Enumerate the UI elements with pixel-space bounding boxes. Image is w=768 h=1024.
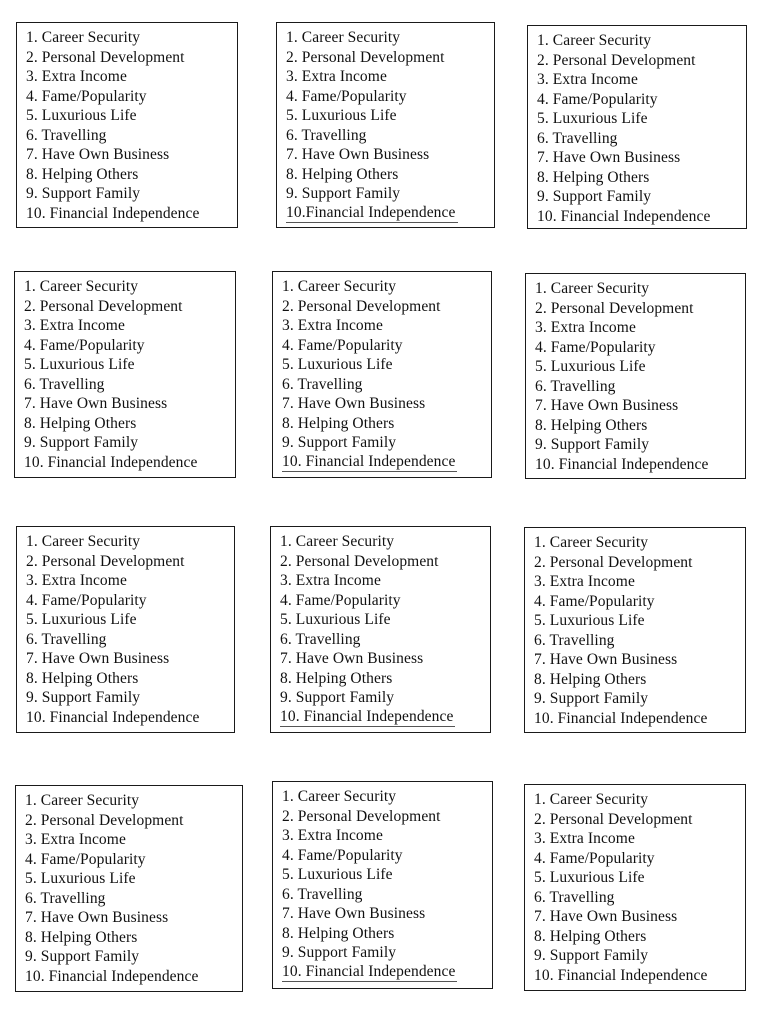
list-item-text: 3. Extra Income: [25, 831, 126, 848]
motivation-card: [524, 784, 746, 991]
list-item: [534, 829, 745, 849]
list-item: [26, 688, 234, 708]
list-item-text: 9. Support Family: [282, 434, 397, 451]
list-item: [280, 649, 490, 669]
list-item: [24, 375, 235, 395]
list-item: [24, 394, 235, 414]
list-item: [534, 631, 745, 651]
list-item-text: 5. Luxurious Life: [535, 358, 646, 375]
list-item-text: 3. Extra Income: [286, 68, 387, 85]
card-list: [26, 28, 237, 223]
list-item-text: 5. Luxurious Life: [282, 356, 393, 373]
list-item: [26, 67, 237, 87]
list-item: [280, 571, 490, 591]
list-item: [537, 129, 746, 149]
card-list: [286, 28, 494, 223]
list-item: [535, 279, 745, 299]
list-item: [280, 708, 490, 727]
list-item-text: 4. Fame/Popularity: [534, 849, 655, 867]
list-item: [26, 552, 234, 572]
list-item: [282, 414, 491, 434]
list-item-text: 4. Fame/Popularity: [25, 850, 146, 868]
list-item-text: 6. Travelling: [26, 630, 107, 648]
list-item: [534, 888, 745, 908]
list-item: [282, 943, 492, 963]
list-item: [25, 869, 242, 889]
list-item-text: 4. Fame/Popularity: [534, 592, 655, 610]
list-item-text: 7. Have Own Business: [286, 146, 430, 163]
motivation-card: [16, 22, 238, 228]
list-item-text: 6. Travelling: [282, 885, 363, 903]
list-item: [26, 145, 237, 165]
list-item: [537, 207, 746, 227]
list-item: [534, 572, 745, 592]
list-item: [537, 148, 746, 168]
list-item-text: 8. Helping Others: [534, 927, 647, 945]
list-item-text: 8. Helping Others: [26, 669, 139, 687]
list-item-text: 1. Career Security: [24, 278, 139, 295]
list-item-text: 8. Helping Others: [282, 414, 395, 432]
list-item: [535, 318, 745, 338]
card-list: [535, 279, 745, 474]
card-list: [282, 277, 491, 472]
list-item: [537, 168, 746, 188]
list-item: [537, 90, 746, 110]
list-item: [286, 145, 494, 165]
list-item: [24, 316, 235, 336]
motivation-card: [15, 785, 243, 992]
list-item: [534, 670, 745, 690]
list-item-text: 9. Support Family: [286, 185, 401, 202]
list-item: [534, 689, 745, 709]
list-item-text: 6. Travelling: [534, 631, 615, 649]
list-item-text: 2. Personal Development: [25, 811, 184, 829]
list-item-text: 7. Have Own Business: [534, 908, 678, 925]
list-item-text: 2. Personal Development: [26, 552, 185, 570]
list-item: [534, 790, 745, 810]
card-list: [280, 532, 490, 727]
motivation-card: [527, 25, 747, 229]
list-item: [24, 453, 235, 473]
list-item-text: 3. Extra Income: [26, 572, 127, 589]
list-item-text: 5. Luxurious Life: [534, 612, 645, 629]
list-item: [534, 849, 745, 869]
motivation-card: [272, 781, 493, 989]
list-item-text: 9. Support Family: [24, 434, 139, 451]
list-item-text: 4. Fame/Popularity: [282, 336, 403, 354]
list-item-text: 5. Luxurious Life: [282, 866, 393, 883]
list-item-text: 3. Extra Income: [24, 317, 125, 334]
list-item-text: 1. Career Security: [286, 29, 401, 46]
list-item: [24, 336, 235, 356]
list-item: [535, 357, 745, 377]
list-item: [282, 394, 491, 414]
list-item-text: 7. Have Own Business: [25, 909, 169, 926]
list-item-text: 9. Support Family: [534, 947, 649, 964]
list-item-text: 9. Support Family: [25, 948, 140, 965]
list-item-text: 4. Fame/Popularity: [280, 591, 401, 609]
list-item-text: 10.Financial Independence: [286, 203, 456, 221]
card-list: [534, 790, 745, 985]
list-item-text: 5. Luxurious Life: [24, 356, 135, 373]
list-item: [286, 87, 494, 107]
list-item-text: 7. Have Own Business: [534, 651, 678, 668]
list-item-text: 2. Personal Development: [280, 552, 439, 570]
list-item: [26, 610, 234, 630]
list-item: [535, 338, 745, 358]
list-item-text: 1. Career Security: [537, 32, 652, 49]
list-item: [535, 416, 745, 436]
list-item: [534, 810, 745, 830]
list-item-text: 6. Travelling: [26, 126, 107, 144]
list-item: [535, 377, 745, 397]
list-item-text: 4. Fame/Popularity: [537, 90, 658, 108]
list-item: [282, 433, 491, 453]
list-item-text: 7. Have Own Business: [535, 397, 679, 414]
list-item: [26, 126, 237, 146]
list-item: [280, 591, 490, 611]
list-item: [26, 87, 237, 107]
list-item: [26, 184, 237, 204]
list-item-text: 2. Personal Development: [534, 553, 693, 571]
list-item: [282, 865, 492, 885]
list-item: [535, 435, 745, 455]
list-item: [534, 907, 745, 927]
list-item-text: 3. Extra Income: [537, 71, 638, 88]
list-item: [280, 688, 490, 708]
list-item-text: 4. Fame/Popularity: [26, 591, 147, 609]
list-item-text: 1. Career Security: [534, 534, 649, 551]
list-item: [534, 592, 745, 612]
list-item: [535, 396, 745, 416]
list-item: [282, 297, 491, 317]
list-item-text: 3. Extra Income: [282, 827, 383, 844]
list-item-text: 6. Travelling: [25, 889, 106, 907]
list-item: [534, 709, 745, 729]
list-item-text: 4. Fame/Popularity: [24, 336, 145, 354]
list-item: [25, 889, 242, 909]
list-item: [534, 533, 745, 553]
list-item-text: 7. Have Own Business: [24, 395, 168, 412]
list-item: [26, 591, 234, 611]
list-item-text: 8. Helping Others: [535, 416, 648, 434]
list-item-text: 7. Have Own Business: [282, 395, 426, 412]
list-item-text: 6. Travelling: [535, 377, 616, 395]
list-item: [25, 791, 242, 811]
list-item: [26, 48, 237, 68]
list-item: [24, 277, 235, 297]
list-item-text: 1. Career Security: [25, 792, 140, 809]
list-item-text: 6. Travelling: [24, 375, 105, 393]
list-item-text: 6. Travelling: [282, 375, 363, 393]
list-item-text: 10. Financial Independence: [535, 455, 709, 473]
list-item-text: 7. Have Own Business: [282, 905, 426, 922]
list-item-text: 9. Support Family: [26, 689, 141, 706]
list-item-text: 2. Personal Development: [282, 807, 441, 825]
list-item-text: 4. Fame/Popularity: [535, 338, 656, 356]
list-item: [282, 453, 491, 472]
motivation-card: [525, 273, 746, 479]
list-item: [535, 455, 745, 475]
list-item: [282, 807, 492, 827]
list-item-text: 9. Support Family: [26, 185, 141, 202]
list-item: [286, 106, 494, 126]
list-item: [286, 28, 494, 48]
list-item: [26, 106, 237, 126]
list-item: [25, 811, 242, 831]
list-item-text: 2. Personal Development: [26, 48, 185, 66]
list-item: [25, 908, 242, 928]
list-item: [535, 299, 745, 319]
card-list: [25, 791, 242, 986]
card-list: [24, 277, 235, 472]
list-item: [286, 165, 494, 185]
list-item: [282, 963, 492, 982]
list-item: [286, 48, 494, 68]
list-item: [286, 204, 494, 223]
list-item-text: 10. Financial Independence: [25, 967, 199, 985]
list-item-text: 4. Fame/Popularity: [282, 846, 403, 864]
list-item: [282, 924, 492, 944]
list-item: [282, 826, 492, 846]
list-item-text: 2. Personal Development: [537, 51, 696, 69]
list-item-text: 8. Helping Others: [537, 168, 650, 186]
list-item: [280, 552, 490, 572]
list-item-text: 1. Career Security: [26, 29, 141, 46]
list-item-text: 5. Luxurious Life: [286, 107, 397, 124]
card-list: [282, 787, 492, 982]
list-item: [282, 787, 492, 807]
list-item-text: 10. Financial Independence: [24, 453, 198, 471]
list-item-text: 1. Career Security: [280, 533, 395, 550]
list-item: [25, 947, 242, 967]
list-item: [25, 928, 242, 948]
list-item-text: 5. Luxurious Life: [26, 107, 137, 124]
motivation-card: [14, 271, 236, 478]
list-item-text: 10. Financial Independence: [26, 708, 200, 726]
list-item-text: 5. Luxurious Life: [26, 611, 137, 628]
list-item: [26, 28, 237, 48]
list-item-text: 5. Luxurious Life: [280, 611, 391, 628]
list-item-text: 10. Financial Independence: [282, 962, 456, 980]
list-item: [537, 187, 746, 207]
motivation-card: [16, 526, 235, 733]
list-item: [534, 946, 745, 966]
card-list: [537, 31, 746, 226]
list-item-text: 3. Extra Income: [280, 572, 381, 589]
list-item: [286, 184, 494, 204]
list-item-text: 4. Fame/Popularity: [26, 87, 147, 105]
list-item-text: 8. Helping Others: [282, 924, 395, 942]
list-item: [26, 165, 237, 185]
list-item: [534, 611, 745, 631]
list-item: [26, 571, 234, 591]
list-item: [24, 297, 235, 317]
list-item-text: 10. Financial Independence: [280, 707, 454, 725]
list-item-text: 8. Helping Others: [534, 670, 647, 688]
list-item: [282, 336, 491, 356]
list-item-text: 2. Personal Development: [535, 299, 694, 317]
motivation-card: [524, 527, 746, 733]
list-item: [280, 532, 490, 552]
list-item: [282, 846, 492, 866]
list-item-text: 3. Extra Income: [282, 317, 383, 334]
list-item-text: 10. Financial Independence: [26, 204, 200, 222]
list-item: [26, 669, 234, 689]
list-item: [24, 433, 235, 453]
list-item: [537, 51, 746, 71]
list-item: [25, 830, 242, 850]
list-item-text: 8. Helping Others: [26, 165, 139, 183]
list-item: [282, 316, 491, 336]
list-item: [26, 649, 234, 669]
list-item-text: 10. Financial Independence: [537, 207, 711, 225]
list-item-text: 3. Extra Income: [535, 319, 636, 336]
list-item: [534, 553, 745, 573]
list-item-text: 6. Travelling: [286, 126, 367, 144]
list-item: [25, 850, 242, 870]
list-item-text: 5. Luxurious Life: [534, 869, 645, 886]
list-item-text: 7. Have Own Business: [26, 650, 170, 667]
list-item-text: 2. Personal Development: [286, 48, 445, 66]
list-item-text: 7. Have Own Business: [537, 149, 681, 166]
list-item-text: 7. Have Own Business: [280, 650, 424, 667]
list-item-text: 8. Helping Others: [286, 165, 399, 183]
list-item: [26, 708, 234, 728]
list-item: [26, 532, 234, 552]
list-item-text: 6. Travelling: [537, 129, 618, 147]
list-item-text: 2. Personal Development: [534, 810, 693, 828]
list-item-text: 3. Extra Income: [534, 573, 635, 590]
list-item-text: 1. Career Security: [535, 280, 650, 297]
list-item-text: 9. Support Family: [534, 690, 649, 707]
list-item-text: 2. Personal Development: [282, 297, 441, 315]
list-item: [280, 669, 490, 689]
list-item: [537, 109, 746, 129]
list-item: [24, 414, 235, 434]
list-item-text: 6. Travelling: [534, 888, 615, 906]
list-item-text: 1. Career Security: [282, 278, 397, 295]
list-item-text: 9. Support Family: [537, 188, 652, 205]
list-item: [534, 927, 745, 947]
card-list: [534, 533, 745, 728]
list-item-text: 3. Extra Income: [534, 830, 635, 847]
list-item: [280, 630, 490, 650]
list-item-text: 3. Extra Income: [26, 68, 127, 85]
list-item-text: 2. Personal Development: [24, 297, 183, 315]
list-item: [282, 277, 491, 297]
list-item-text: 8. Helping Others: [280, 669, 393, 687]
list-item: [534, 868, 745, 888]
motivation-card: [270, 526, 491, 733]
list-item-text: 8. Helping Others: [24, 414, 137, 432]
list-item-text: 10. Financial Independence: [534, 966, 708, 984]
list-item: [537, 31, 746, 51]
list-item: [286, 67, 494, 87]
list-item-text: 5. Luxurious Life: [537, 110, 648, 127]
list-item: [25, 967, 242, 987]
list-item-text: 9. Support Family: [282, 944, 397, 961]
list-item-text: 10. Financial Independence: [534, 709, 708, 727]
list-item-text: 9. Support Family: [280, 689, 395, 706]
list-item: [286, 126, 494, 146]
list-item-text: 8. Helping Others: [25, 928, 138, 946]
list-item: [537, 70, 746, 90]
list-item-text: 7. Have Own Business: [26, 146, 170, 163]
list-item-text: 1. Career Security: [282, 788, 397, 805]
list-item: [24, 355, 235, 375]
list-item-text: 10. Financial Independence: [282, 452, 456, 470]
list-item-text: 9. Support Family: [535, 436, 650, 453]
list-item: [282, 885, 492, 905]
list-item: [282, 375, 491, 395]
list-item-text: 4. Fame/Popularity: [286, 87, 407, 105]
list-item-text: 1. Career Security: [534, 791, 649, 808]
list-item: [26, 630, 234, 650]
list-item: [282, 355, 491, 375]
list-item: [534, 966, 745, 986]
list-item-text: 5. Luxurious Life: [25, 870, 136, 887]
list-item: [280, 610, 490, 630]
list-item: [282, 904, 492, 924]
list-item-text: 1. Career Security: [26, 533, 141, 550]
motivation-card: [272, 271, 492, 478]
card-list: [26, 532, 234, 727]
motivation-card: [276, 22, 495, 228]
list-item: [26, 204, 237, 224]
list-item: [534, 650, 745, 670]
list-item-text: 6. Travelling: [280, 630, 361, 648]
